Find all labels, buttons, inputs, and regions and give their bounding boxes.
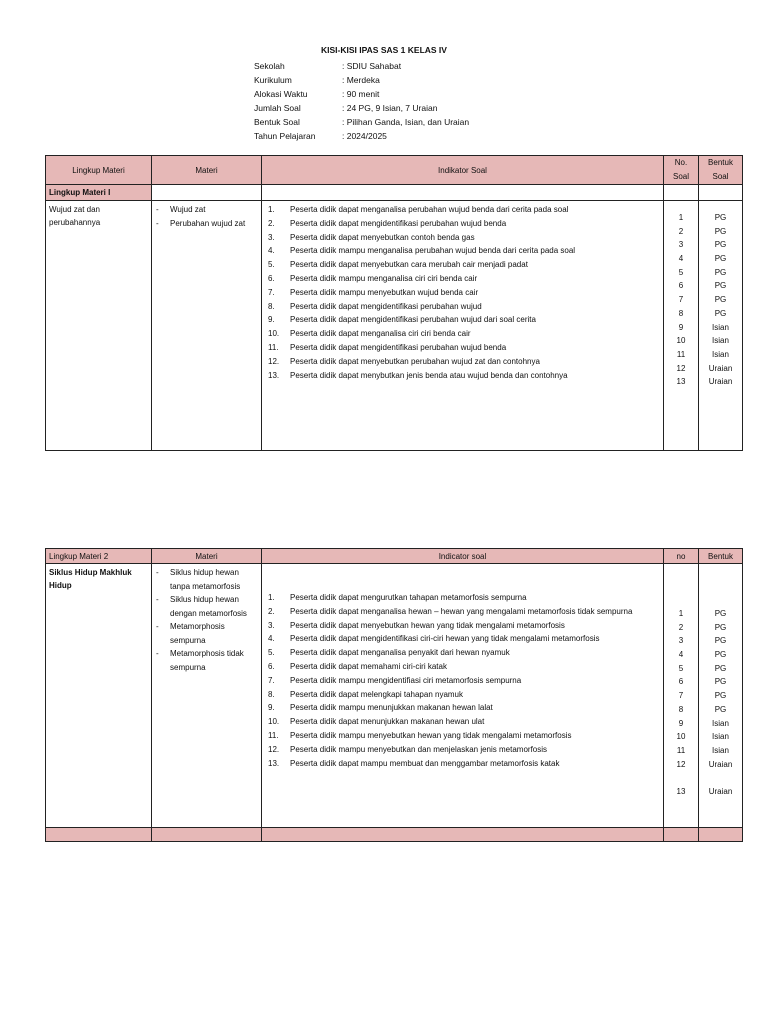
bentuk-value: Uraian	[708, 759, 733, 769]
header-indikator: Indicator soal	[262, 549, 664, 564]
no-soal-cell	[664, 564, 699, 828]
materi-cell	[152, 564, 262, 828]
bentuk-value: PG	[714, 281, 727, 291]
header-no-line2: Soal	[672, 172, 689, 181]
header-lingkup: Lingkup Materi	[46, 156, 152, 185]
list-item: 12. Peserta didik mampu menyebutkan dan menjelaskan jenis metamorfosis	[268, 743, 663, 757]
indicator-text: Peserta didik dapat mengurutkan tahapan metamorfosis sempurna	[290, 593, 527, 602]
list-item: 2. Peserta didik dapat menganalisa hewan – hewan yang mengalami metamorfosis tidak sempurna	[268, 605, 663, 619]
info-value: : 90 menit	[342, 89, 380, 99]
soal-number: 4	[678, 254, 684, 264]
bentuk-value: PG	[714, 691, 727, 701]
soal-number: 3	[678, 636, 684, 646]
list-item: 1. Peserta didik dapat mengurutkan tahapan metamorfosis sempurna	[268, 591, 663, 605]
bentuk-value: Isian	[712, 718, 729, 728]
section-row	[46, 185, 743, 201]
bentuk-soal-cell	[699, 564, 743, 828]
indicator-text: Peserta didik dapat menganalisa penyakit dari hewan nyamuk	[290, 648, 510, 658]
list-item: - Perubahan wujud zat	[156, 217, 261, 231]
list-item: 9. Peserta didik mampu menunjukkan makanan hewan lalat	[268, 701, 663, 715]
kisi-table-1	[45, 155, 743, 451]
bentuk-value: PG	[714, 636, 727, 646]
soal-number: 7	[678, 691, 684, 701]
indicator-text: Peserta didik dapat mengidentifikasi perubahan wujud	[290, 301, 482, 311]
list-item: 6. Peserta didik mampu menganalisa ciri ciri benda cair	[268, 272, 663, 286]
info-row-kurikulum	[254, 73, 469, 87]
soal-number: 10	[676, 732, 686, 742]
bentuk-value: PG	[714, 213, 727, 222]
section-label: Lingkup Materi I	[46, 185, 152, 201]
soal-number: 4	[678, 650, 684, 660]
soal-number: 2	[678, 226, 684, 236]
bentuk-value: PG	[714, 622, 727, 632]
indicator-text: Peserta didik dapat mengidentifikasi perubahan wujud dari soal cerita	[290, 315, 536, 325]
indikator-cell	[262, 564, 664, 828]
indikator-cell	[262, 201, 664, 451]
header-bentuk-line2: Soal	[712, 172, 729, 181]
list-item: 8. Peserta didik dapat mengidentifikasi perubahan wujud	[268, 300, 663, 314]
list-item: 11. Peserta didik dapat mengidentifikasi perubahan wujud benda	[268, 341, 663, 355]
header-indikator: Indikator Soal	[262, 156, 664, 185]
bentuk-value: PG	[714, 240, 727, 250]
indicator-text: Peserta didik dapat menganalisa ciri ciri benda cair	[290, 329, 471, 339]
materi-item: Metamorphosis sempurna	[170, 622, 225, 645]
soal-number: 12	[676, 759, 686, 769]
info-value: : Pilihan Ganda, Isian, dan Uraian	[342, 117, 470, 127]
table-row	[46, 201, 743, 451]
list-item: 10. Peserta didik dapat menunjukkan makanan hewan ulat	[268, 715, 663, 729]
soal-number: 1	[678, 213, 684, 222]
table-header-row	[46, 156, 743, 185]
kisi-table-2	[45, 548, 743, 842]
list-item: - Metamorphosis tidak sempurna	[156, 647, 261, 674]
empty-cell	[664, 185, 699, 201]
soal-number: 6	[678, 677, 684, 687]
list-item: - Metamorphosis sempurna	[156, 620, 261, 647]
bentuk-value: PG	[714, 650, 727, 660]
soal-number: 3	[678, 240, 684, 250]
bentuk-value: PG	[714, 295, 727, 305]
bentuk-value: Isian	[712, 336, 729, 346]
soal-number: 9	[678, 322, 684, 332]
lingkup-cell: Wujud zat dan perubahannya	[46, 201, 152, 451]
indicator-text: Peserta didik dapat menyebutkan contoh benda gas	[290, 232, 475, 242]
indicator-text: Peserta didik dapat mampu membuat dan menggambar metamorfosis katak	[290, 758, 560, 768]
soal-number: 5	[678, 663, 684, 673]
info-label: Tahun Pelajaran	[254, 131, 316, 141]
info-row-jumlah	[254, 101, 469, 115]
soal-number: 5	[678, 267, 684, 277]
indicator-text: Peserta didik dapat menunjukkan makanan hewan ulat	[290, 717, 485, 727]
list-item: 7. Peserta didik mampu menyebutkan wujud benda cair	[268, 286, 663, 300]
soal-number: 10	[676, 336, 686, 346]
soal-number: 12	[676, 363, 686, 373]
soal-number: 13	[676, 377, 686, 387]
header-no: no	[664, 549, 699, 564]
soal-number: 11	[676, 745, 686, 755]
bentuk-value: Isian	[712, 745, 729, 755]
list-item: 3. Peserta didik dapat menyebutkan hewan yang tidak mengalami metamorfosis	[268, 619, 663, 633]
empty-cell	[664, 828, 699, 842]
materi-item: Wujud zat	[170, 205, 206, 214]
lingkup-cell: Siklus Hidup Makhluk Hidup	[46, 564, 152, 828]
info-row-bentuk	[254, 115, 469, 129]
bentuk-value: PG	[714, 308, 727, 318]
document-title: KISI-KISI IPAS SAS 1 KELAS IV	[321, 45, 447, 55]
bentuk-value: PG	[714, 704, 727, 714]
info-label: Sekolah	[254, 61, 285, 71]
bentuk-value: Isian	[712, 349, 729, 359]
info-value: : Merdeka	[342, 75, 380, 85]
list-item: 8. Peserta didik dapat melengkapi tahapan nyamuk	[268, 688, 663, 702]
indicator-text: Peserta didik dapat menyebutkan hewan yang tidak mengalami metamorfosis	[290, 620, 565, 630]
empty-cell	[262, 828, 664, 842]
bentuk-value: Isian	[712, 732, 729, 742]
bentuk-value: PG	[714, 609, 727, 618]
list-item: 5. Peserta didik dapat menyebutkan cara merubah cair menjadi padat	[268, 258, 663, 272]
list-item: 9. Peserta didik dapat mengidentifikasi perubahan wujud dari soal cerita	[268, 313, 663, 327]
materi-item: Siklus hidup hewan tanpa metamorfosis	[170, 568, 241, 591]
soal-number: 8	[678, 704, 684, 714]
list-item: - Siklus hidup hewan dengan metamorfosis	[156, 593, 261, 620]
table-footer-row	[46, 828, 743, 842]
indicator-text: Peserta didik dapat mengidentifikasi perubahan wujud benda	[290, 342, 507, 352]
header-bentuk-line1: Bentuk	[708, 158, 733, 167]
bentuk-value: Uraian	[708, 377, 733, 387]
list-item: 4. Peserta didik dapat mengidentifikasi ciri-ciri hewan yang tidak mengalami metamorfosis	[268, 632, 663, 646]
bentuk-soal-cell	[699, 201, 743, 451]
info-value: : 2024/2025	[342, 131, 387, 141]
soal-number: 6	[678, 281, 684, 291]
table-row	[46, 564, 743, 828]
empty-cell	[152, 185, 262, 201]
info-value: : SDIU Sahabat	[342, 61, 402, 71]
header-bentuk: Bentuk	[699, 549, 743, 564]
empty-cell	[152, 828, 262, 842]
header-materi: Materi	[152, 156, 262, 185]
indicator-text: Peserta didik mampu menyebutkan hewan yang tidak mengalami metamorfosis	[290, 730, 572, 740]
info-label: Alokasi Waktu	[254, 89, 308, 99]
soal-number: 7	[678, 295, 684, 305]
info-label: Bentuk Soal	[254, 117, 300, 127]
empty-cell	[699, 185, 743, 201]
info-row-tahun	[254, 129, 469, 143]
bentuk-value: Uraian	[708, 363, 733, 373]
list-item: 12. Peserta didik dapat menyebutkan perubahan wujud zat dan contohnya	[268, 355, 663, 369]
indicator-text: Peserta didik dapat menybutkan jenis benda atau wujud benda dan contohnya	[290, 370, 568, 380]
soal-number: 11	[676, 349, 686, 359]
info-label: Kurikulum	[254, 75, 292, 85]
list-item: 10. Peserta didik dapat menganalisa ciri ciri benda cair	[268, 327, 663, 341]
materi-item: Perubahan wujud zat	[170, 218, 246, 228]
list-item: 7. Peserta didik mampu mengidentifiasi ciri metamorfosis sempurna	[268, 674, 663, 688]
list-item: 3. Peserta didik dapat menyebutkan contoh benda gas	[268, 231, 663, 245]
no-soal-cell	[664, 201, 699, 451]
materi-cell	[152, 201, 262, 451]
table-header-row	[46, 549, 743, 564]
list-item: 13. Peserta didik dapat menybutkan jenis benda atau wujud benda dan contohnya	[268, 369, 663, 383]
list-item: 13. Peserta didik dapat mampu membuat dan menggambar metamorfosis katak	[268, 757, 663, 771]
bentuk-value	[699, 771, 742, 785]
soal-number: 8	[678, 308, 684, 318]
empty-cell	[46, 828, 152, 842]
bentuk-value: Uraian	[708, 786, 733, 796]
document-info	[254, 59, 469, 143]
info-value: : 24 PG, 9 Isian, 7 Uraian	[342, 103, 438, 113]
indicator-text: Peserta didik dapat menyebutkan perubahan wujud zat dan contohnya	[290, 356, 540, 366]
indicator-text: Peserta didik mampu menganalisa perubahan wujud benda dari cerita pada soal	[290, 246, 576, 256]
soal-number: 13	[676, 786, 686, 796]
list-item: 6. Peserta didik dapat memahami ciri-ciri katak	[268, 660, 663, 674]
list-item: 1. Peserta didik dapat menganalisa perubahan wujud benda dari cerita pada soal	[268, 203, 663, 217]
empty-cell	[262, 185, 664, 201]
info-row-alokasi	[254, 87, 469, 101]
soal-number	[664, 771, 698, 785]
indicator-text: Peserta didik dapat memahami ciri-ciri katak	[290, 661, 447, 671]
header-no-line1: No.	[674, 158, 688, 167]
indicator-text: Peserta didik mampu menyebutkan wujud benda cair	[290, 287, 479, 297]
bentuk-value: PG	[714, 254, 727, 264]
soal-number: 1	[678, 609, 684, 618]
bentuk-value: PG	[714, 226, 727, 236]
bentuk-value: PG	[714, 663, 727, 673]
info-label: Jumlah Soal	[254, 103, 301, 113]
bentuk-value: PG	[714, 677, 727, 687]
header-lingkup: Lingkup Materi 2	[46, 549, 152, 564]
materi-item: Siklus hidup hewan dengan metamorfosis	[170, 595, 247, 618]
bentuk-value: PG	[714, 267, 727, 277]
header-no	[664, 156, 699, 185]
indicator-text: Peserta didik dapat menganalisa hewan – hewan yang mengalami metamorfosis tidak sempurna	[290, 606, 633, 616]
indicator-text: Peserta didik dapat menganalisa perubahan wujud benda dari cerita pada soal	[290, 205, 569, 214]
soal-number: 2	[678, 622, 684, 632]
indicator-text: Peserta didik dapat mengidentifikasi perubahan wujud benda	[290, 218, 507, 228]
indicator-text: Peserta didik dapat menyebutkan cara merubah cair menjadi padat	[290, 260, 528, 270]
header-materi: Materi	[152, 549, 262, 564]
list-item: 5. Peserta didik dapat menganalisa penyakit dari hewan nyamuk	[268, 646, 663, 660]
materi-item: Metamorphosis tidak sempurna	[170, 649, 244, 672]
list-item: 4. Peserta didik mampu menganalisa perubahan wujud benda dari cerita pada soal	[268, 244, 663, 258]
info-row-sekolah	[254, 59, 469, 73]
indicator-text: Peserta didik mampu menyebutkan dan menjelaskan jenis metamorfosis	[290, 744, 548, 754]
indicator-text: Peserta didik mampu menganalisa ciri ciri benda cair	[290, 273, 478, 283]
soal-number: 9	[678, 718, 684, 728]
list-item: 11. Peserta didik mampu menyebutkan hewan yang tidak mengalami metamorfosis	[268, 729, 663, 743]
empty-cell	[699, 828, 743, 842]
indicator-text: Peserta didik mampu menunjukkan makanan hewan lalat	[290, 703, 493, 713]
indicator-text: Peserta didik dapat mengidentifikasi ciri-ciri hewan yang tidak mengalami metamorfosis	[290, 634, 600, 644]
list-item: - Siklus hidup hewan tanpa metamorfosis	[156, 566, 261, 593]
indicator-text: Peserta didik dapat melengkapi tahapan nyamuk	[290, 689, 463, 699]
list-item: - Wujud zat	[156, 203, 261, 217]
bentuk-value: Isian	[712, 322, 729, 332]
header-bentuk	[699, 156, 743, 185]
list-item: 2. Peserta didik dapat mengidentifikasi perubahan wujud benda	[268, 217, 663, 231]
indicator-text: Peserta didik mampu mengidentifiasi ciri metamorfosis sempurna	[290, 675, 522, 685]
